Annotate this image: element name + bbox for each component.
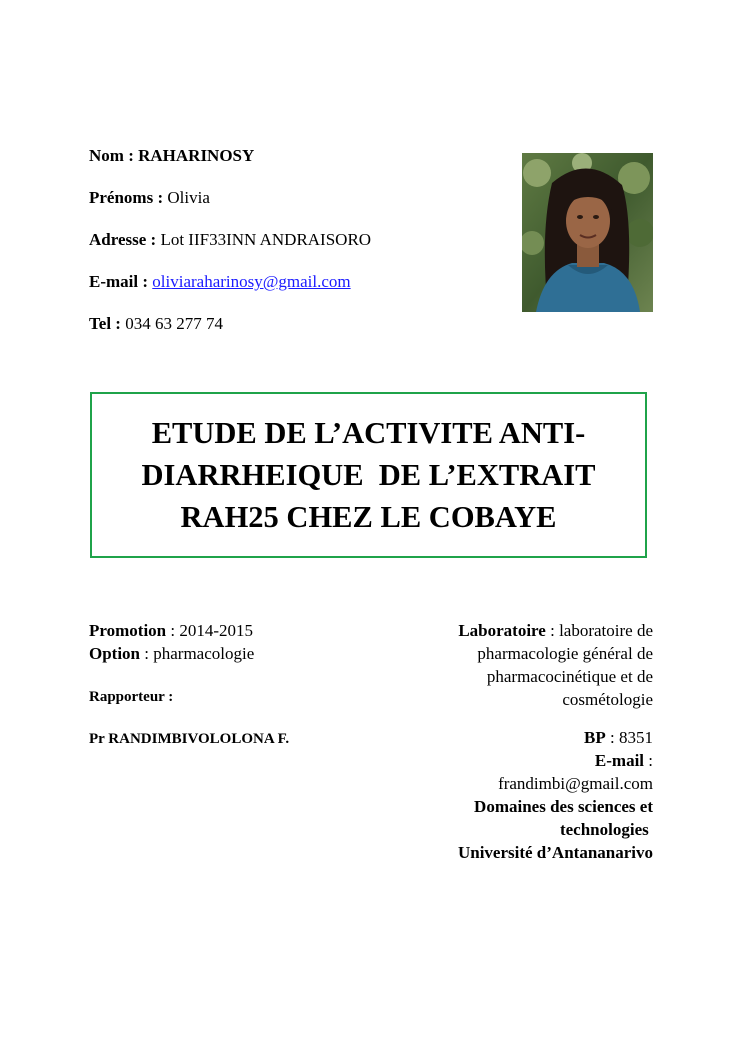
lab-email-value: frandimbi@gmail.com xyxy=(498,774,653,793)
title-line-2: DIARRHEIQUE DE L’EXTRAIT xyxy=(141,458,596,492)
rapporteur-label: Rapporteur : xyxy=(89,689,174,705)
option-value: : pharmacologie xyxy=(140,644,255,663)
nom-value: RAHARINOSY xyxy=(138,146,255,165)
rapporteur-name: Pr RANDIMBIVOLOLONA F. xyxy=(89,731,290,747)
title-line-3: RAH25 CHEZ LE COBAYE xyxy=(180,500,557,534)
domain-line-1: Domaines des sciences et xyxy=(474,797,653,816)
profile-photo xyxy=(522,153,653,312)
lab-label: Laboratoire xyxy=(458,621,546,640)
promotion-line xyxy=(89,619,253,642)
prenoms-line xyxy=(89,188,210,208)
tel-line xyxy=(89,314,223,334)
lab-email-label-line: E-mail : xyxy=(594,751,653,770)
email-label: E-mail : xyxy=(89,272,153,291)
adresse-line xyxy=(89,230,371,250)
option-line xyxy=(89,642,254,665)
bp-value: : 8351 xyxy=(605,728,653,747)
promotion-value: : 2014-2015 xyxy=(166,621,254,640)
bp-line xyxy=(408,726,653,749)
email-line xyxy=(89,272,351,292)
thesis-title-box xyxy=(90,392,647,558)
title-line-1: ETUDE DE L’ACTIVITE ANTI- xyxy=(151,416,586,450)
lab-line-2: pharmacologie général de xyxy=(477,644,653,663)
thesis-title xyxy=(99,412,639,538)
tel-label: Tel : xyxy=(89,314,126,333)
nom-label: Nom : xyxy=(89,146,139,165)
lab-line-4: cosmétologie xyxy=(562,690,653,709)
option-label: Option xyxy=(89,644,141,663)
lab-line-1: Laboratoire : laboratoire de xyxy=(458,621,653,640)
tel-value: 034 63 277 74 xyxy=(125,314,223,333)
laboratory-block xyxy=(408,619,653,864)
university-name: Université d’Antananarivo xyxy=(457,843,653,862)
domain-line-2: technologies xyxy=(559,820,653,839)
adresse-value: Lot IIF33INN ANDRAISORO xyxy=(160,230,372,249)
prenoms-value: Olivia xyxy=(167,188,210,207)
portrait-image xyxy=(522,153,653,312)
promotion-label: Promotion xyxy=(89,621,167,640)
lab-line-3: pharmacocinétique et de xyxy=(486,667,653,686)
nom-line xyxy=(89,146,254,166)
adresse-label: Adresse : xyxy=(89,230,161,249)
bp-label: BP xyxy=(584,728,606,747)
prenoms-label: Prénoms : xyxy=(89,188,168,207)
lab-email-label: E-mail xyxy=(594,751,645,770)
email-link[interactable]: oliviaraharinosy@gmail.com xyxy=(152,272,351,291)
